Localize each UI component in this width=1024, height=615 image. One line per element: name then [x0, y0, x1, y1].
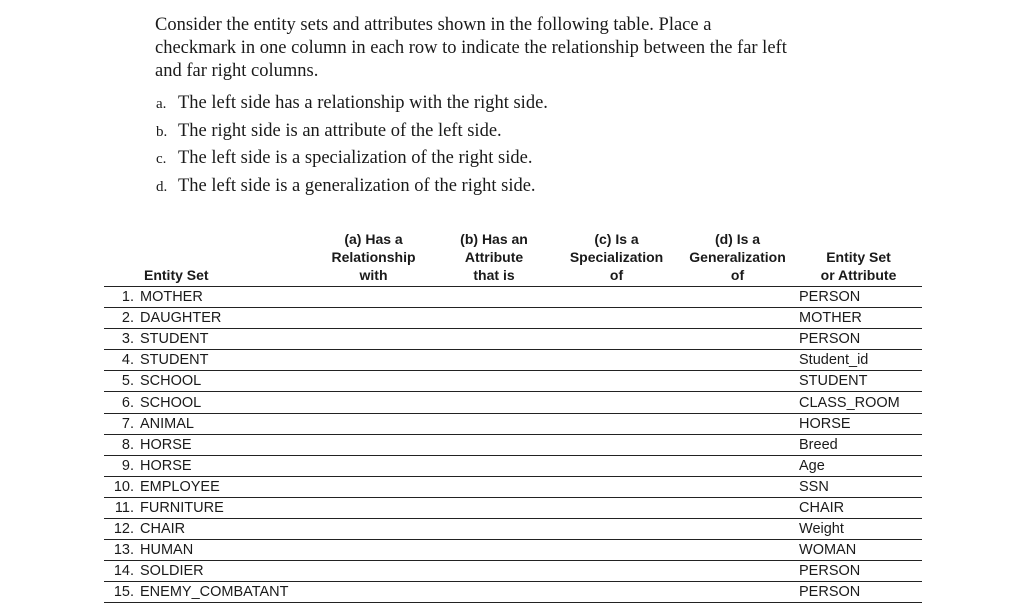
- checkbox-cell-d[interactable]: [680, 519, 795, 540]
- checkbox-cell-b[interactable]: [435, 561, 553, 582]
- right-entity-or-attribute: PERSON: [795, 561, 922, 582]
- right-entity-or-attribute: Student_id: [795, 350, 922, 371]
- table-row: [104, 434, 922, 455]
- left-entity: HORSE: [140, 434, 312, 455]
- checkbox-cell-b[interactable]: [435, 287, 553, 308]
- left-entity: STUDENT: [140, 329, 312, 350]
- left-entity: HUMAN: [140, 540, 312, 561]
- row-number: 14.: [104, 561, 140, 582]
- right-entity-or-attribute: CHAIR: [795, 497, 922, 518]
- checkbox-cell-d[interactable]: [680, 413, 795, 434]
- row-number: 13.: [104, 540, 140, 561]
- right-entity-or-attribute: CLASS_ROOM: [795, 392, 922, 413]
- right-entity-or-attribute: HORSE: [795, 413, 922, 434]
- checkbox-cell-a[interactable]: [312, 350, 435, 371]
- table-row: [104, 561, 922, 582]
- checkbox-cell-c[interactable]: [553, 434, 680, 455]
- checkbox-cell-c[interactable]: [553, 413, 680, 434]
- checkbox-cell-c[interactable]: [553, 582, 680, 603]
- checkbox-cell-c[interactable]: [553, 455, 680, 476]
- checkbox-cell-b[interactable]: [435, 392, 553, 413]
- option-b: [156, 118, 548, 146]
- checkbox-cell-a[interactable]: [312, 476, 435, 497]
- checkbox-cell-d[interactable]: [680, 540, 795, 561]
- row-number: 2.: [104, 308, 140, 329]
- checkbox-cell-a[interactable]: [312, 413, 435, 434]
- checkbox-cell-b[interactable]: [435, 350, 553, 371]
- checkbox-cell-d[interactable]: [680, 582, 795, 603]
- checkbox-cell-a[interactable]: [312, 561, 435, 582]
- checkbox-cell-a[interactable]: [312, 371, 435, 392]
- option-letter: c.: [156, 151, 167, 167]
- option-text: The left side has a relationship with the right side.: [178, 93, 548, 113]
- checkbox-cell-d[interactable]: [680, 287, 795, 308]
- checkbox-cell-b[interactable]: [435, 413, 553, 434]
- right-entity-or-attribute: STUDENT: [795, 371, 922, 392]
- row-number: 11.: [104, 497, 140, 518]
- option-text: The right side is an attribute of the left side.: [178, 120, 502, 141]
- checkbox-cell-d[interactable]: [680, 434, 795, 455]
- checkbox-cell-b[interactable]: [435, 497, 553, 518]
- checkbox-cell-b[interactable]: [435, 455, 553, 476]
- left-entity: STUDENT: [140, 350, 312, 371]
- option-letter: d.: [156, 178, 168, 195]
- table-row: [104, 308, 922, 329]
- table-row: [104, 392, 922, 413]
- row-number: 3.: [104, 329, 140, 350]
- left-entity: ENEMY_COMBATANT: [140, 582, 312, 603]
- left-entity: ANIMAL: [140, 413, 312, 434]
- header-entity-or-attribute: Entity Set or Attribute: [795, 227, 922, 287]
- left-entity: HORSE: [140, 455, 312, 476]
- intro-paragraph: Consider the entity sets and attributes shown in the following table. Place a checkmark in one column in each row to indicate the relationship between the far left and far right columns.: [155, 15, 787, 81]
- checkbox-cell-a[interactable]: [312, 329, 435, 350]
- right-entity-or-attribute: Breed: [795, 434, 922, 455]
- checkbox-cell-b[interactable]: [435, 329, 553, 350]
- right-entity-or-attribute: WOMAN: [795, 540, 922, 561]
- table-row: [104, 582, 922, 603]
- checkbox-cell-d[interactable]: [680, 561, 795, 582]
- checkbox-cell-d[interactable]: [680, 329, 795, 350]
- table-row: [104, 413, 922, 434]
- right-entity-or-attribute: PERSON: [795, 287, 922, 308]
- header-entity-set: Entity Set: [104, 227, 312, 287]
- right-entity-or-attribute: PERSON: [795, 329, 922, 350]
- checkbox-cell-d[interactable]: [680, 371, 795, 392]
- checkbox-cell-c[interactable]: [553, 519, 680, 540]
- table-row: [104, 371, 922, 392]
- row-number: 8.: [104, 434, 140, 455]
- checkbox-cell-b[interactable]: [435, 519, 553, 540]
- relationship-table: [104, 227, 922, 603]
- row-number: 6.: [104, 392, 140, 413]
- checkbox-cell-d[interactable]: [680, 392, 795, 413]
- option-d: [156, 173, 548, 201]
- checkbox-cell-c[interactable]: [553, 561, 680, 582]
- row-number: 15.: [104, 582, 140, 603]
- left-entity: DAUGHTER: [140, 308, 312, 329]
- option-text: The left side is a generalization of the right side.: [178, 175, 536, 196]
- checkbox-cell-a[interactable]: [312, 455, 435, 476]
- option-text: The left side is a specialization of the right side.: [178, 148, 533, 168]
- row-number: 4.: [104, 350, 140, 371]
- options-list: [156, 90, 548, 200]
- checkbox-cell-c[interactable]: [553, 476, 680, 497]
- row-number: 9.: [104, 455, 140, 476]
- left-entity: SOLDIER: [140, 561, 312, 582]
- checkbox-cell-a[interactable]: [312, 497, 435, 518]
- checkbox-cell-a[interactable]: [312, 287, 435, 308]
- left-entity: MOTHER: [140, 287, 312, 308]
- checkbox-cell-c[interactable]: [553, 350, 680, 371]
- checkbox-cell-c[interactable]: [553, 371, 680, 392]
- left-entity: SCHOOL: [140, 371, 312, 392]
- row-number: 5.: [104, 371, 140, 392]
- checkbox-cell-c[interactable]: [553, 497, 680, 518]
- table-row: [104, 519, 922, 540]
- table-row: [104, 497, 922, 518]
- left-entity: EMPLOYEE: [140, 476, 312, 497]
- left-entity: FURNITURE: [140, 497, 312, 518]
- checkbox-cell-c[interactable]: [553, 540, 680, 561]
- row-number: 12.: [104, 519, 140, 540]
- checkbox-cell-a[interactable]: [312, 308, 435, 329]
- checkbox-cell-d[interactable]: [680, 308, 795, 329]
- checkbox-cell-c[interactable]: [553, 329, 680, 350]
- option-letter: b.: [156, 123, 168, 140]
- table-row: [104, 287, 922, 308]
- checkbox-cell-b[interactable]: [435, 476, 553, 497]
- right-entity-or-attribute: SSN: [795, 476, 922, 497]
- table-header-row: [104, 227, 922, 287]
- header-col-a: (a) Has a Relationship with: [312, 227, 435, 287]
- checkbox-cell-c[interactable]: [553, 308, 680, 329]
- checkbox-cell-b[interactable]: [435, 582, 553, 603]
- checkbox-cell-b[interactable]: [435, 540, 553, 561]
- option-a: [156, 90, 548, 118]
- row-number: 7.: [104, 413, 140, 434]
- checkbox-cell-d[interactable]: [680, 350, 795, 371]
- right-entity-or-attribute: PERSON: [795, 582, 922, 603]
- checkbox-cell-a[interactable]: [312, 392, 435, 413]
- right-entity-or-attribute: MOTHER: [795, 308, 922, 329]
- checkbox-cell-a[interactable]: [312, 519, 435, 540]
- right-entity-or-attribute: Age: [795, 455, 922, 476]
- table-row: [104, 455, 922, 476]
- option-letter: a.: [156, 96, 167, 112]
- left-entity: SCHOOL: [140, 392, 312, 413]
- option-c: [156, 145, 548, 173]
- table-row: [104, 476, 922, 497]
- checkbox-cell-a[interactable]: [312, 434, 435, 455]
- checkbox-cell-d[interactable]: [680, 455, 795, 476]
- checkbox-cell-a[interactable]: [312, 540, 435, 561]
- checkbox-cell-b[interactable]: [435, 371, 553, 392]
- header-col-c: (c) Is a Specialization of: [553, 227, 680, 287]
- checkbox-cell-a[interactable]: [312, 582, 435, 603]
- checkbox-cell-b[interactable]: [435, 308, 553, 329]
- header-col-d: (d) Is a Generalization of: [680, 227, 795, 287]
- row-number: 1.: [104, 287, 140, 308]
- row-number: 10.: [104, 476, 140, 497]
- checkbox-cell-b[interactable]: [435, 434, 553, 455]
- checkbox-cell-c[interactable]: [553, 392, 680, 413]
- table-row: [104, 329, 922, 350]
- table-row: [104, 540, 922, 561]
- checkbox-cell-d[interactable]: [680, 476, 795, 497]
- right-entity-or-attribute: Weight: [795, 519, 922, 540]
- header-col-b: (b) Has an Attribute that is: [435, 227, 553, 287]
- checkbox-cell-d[interactable]: [680, 497, 795, 518]
- table-row: [104, 350, 922, 371]
- checkbox-cell-c[interactable]: [553, 287, 680, 308]
- left-entity: CHAIR: [140, 519, 312, 540]
